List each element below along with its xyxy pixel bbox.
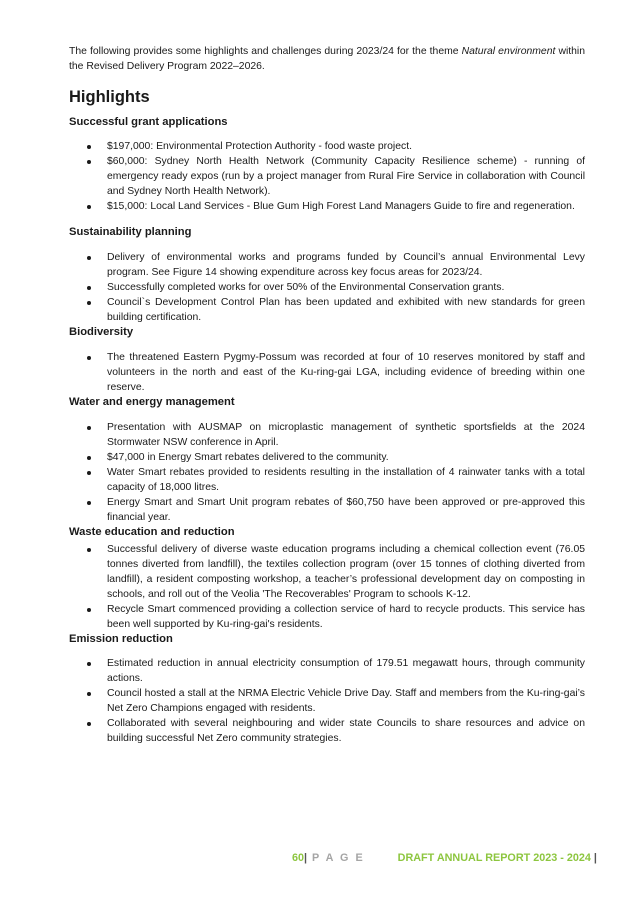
section-title: Emission reduction xyxy=(69,633,173,645)
document-body xyxy=(69,44,585,746)
bullet-list xyxy=(69,542,585,632)
bullet-list xyxy=(69,656,585,746)
intro-text: The following provides some highlights and challenges during 2023/24 for the theme xyxy=(69,46,462,57)
list-item: Successfully completed works for over 50% of the Environmental Conservation grants. xyxy=(107,280,585,295)
bullet-list xyxy=(69,350,585,395)
list-item: The threatened Eastern Pygmy-Possum was recorded at four of 10 reserves monitored by staff and volunteers in the north and east of the Ku-ring-gai LGA, including evidence of breeding within one reserve. xyxy=(107,352,585,393)
intro-text-end: within the Revised Delivery Program 2022–2026. xyxy=(69,46,586,72)
list-item: Recycle Smart commenced providing a collection service of hard to recycle products. This service has been well supported by Ku-ring-gai's residents. xyxy=(107,604,585,630)
footer-separator: | xyxy=(304,852,308,864)
list-item: $47,000 in Energy Smart rebates delivered to the community. xyxy=(107,450,585,465)
section-title: Biodiversity xyxy=(69,326,134,338)
page-label: P A G E xyxy=(307,852,365,864)
intro-theme: Natural environment xyxy=(461,46,556,57)
bullet-list xyxy=(69,139,585,214)
page-heading: Highlights xyxy=(69,88,150,106)
list-item: Delivery of environmental works and programs funded by Council’s annual Environmental Levy program. See Figure 14 showing expenditure across key focus areas for 2023/24. xyxy=(107,252,585,278)
page-footer xyxy=(292,852,597,864)
list-item: Council hosted a stall at the NRMA Electric Vehicle Drive Day. Staff and members from the Ku-ring-gai’s Net Zero Champions engaged with residents. xyxy=(107,688,585,714)
list-item: Energy Smart and Smart Unit program rebates of $60,750 have been approved or pre-approved this financial year. xyxy=(107,497,585,523)
section-sustainability-planning xyxy=(69,225,585,325)
list-item: Successful delivery of diverse waste education programs including a chemical collection event (76.05 tonnes diverted from landfill), the textiles collection program (over 15 tonnes of clothing diverted from landfill), a resident composting workshop, a teacher’s professional development day on composting in schools, and roll out of the Veolia 'The Recoverables' Program to schools K-12. xyxy=(107,544,585,600)
report-title: DRAFT ANNUAL REPORT 2023 - 2024 xyxy=(397,852,591,864)
footer-end-separator: | xyxy=(590,852,597,864)
list-item: Council`s Development Control Plan has been updated and exhibited with new standards for green building certification. xyxy=(107,297,585,323)
section-emission-reduction xyxy=(69,632,585,746)
section-waste-education xyxy=(69,525,585,632)
section-title: Water and energy management xyxy=(69,396,235,408)
page-number: 60 xyxy=(292,852,305,864)
intro-paragraph xyxy=(69,44,585,74)
list-item: $15,000: Local Land Services - Blue Gum High Forest Land Managers Guide to fire and regeneration. xyxy=(107,199,585,214)
list-item: Water Smart rebates provided to residents resulting in the installation of 4 rainwater tanks with a total capacity of 18,000 litres. xyxy=(107,467,585,493)
section-biodiversity xyxy=(69,325,585,395)
section-title: Successful grant applications xyxy=(69,116,228,128)
list-item: $197,000: Environmental Protection Authority - food waste project. xyxy=(107,139,585,154)
list-item: Presentation with AUSMAP on microplastic management of synthetic sportsfields at the 2024 Stormwater NSW conference in April. xyxy=(107,422,585,448)
section-grant-applications xyxy=(69,115,585,214)
section-water-energy xyxy=(69,395,585,525)
list-item: Collaborated with several neighbouring and wider state Councils to share resources and advice on building successful Net Zero community strategies. xyxy=(107,718,585,744)
section-title: Sustainability planning xyxy=(69,226,192,238)
list-item: $60,000: Sydney North Health Network (Community Capacity Resilience scheme) - running of emergency ready expos (run by a project manager from Rural Fire Service in collaboration with Council and Sydney North Health Network). xyxy=(107,156,585,197)
bullet-list xyxy=(69,250,585,325)
bullet-list xyxy=(69,420,585,525)
section-title: Waste education and reduction xyxy=(69,526,235,538)
list-item: Estimated reduction in annual electricity consumption of 179.51 megawatt hours, through community actions. xyxy=(107,658,585,684)
